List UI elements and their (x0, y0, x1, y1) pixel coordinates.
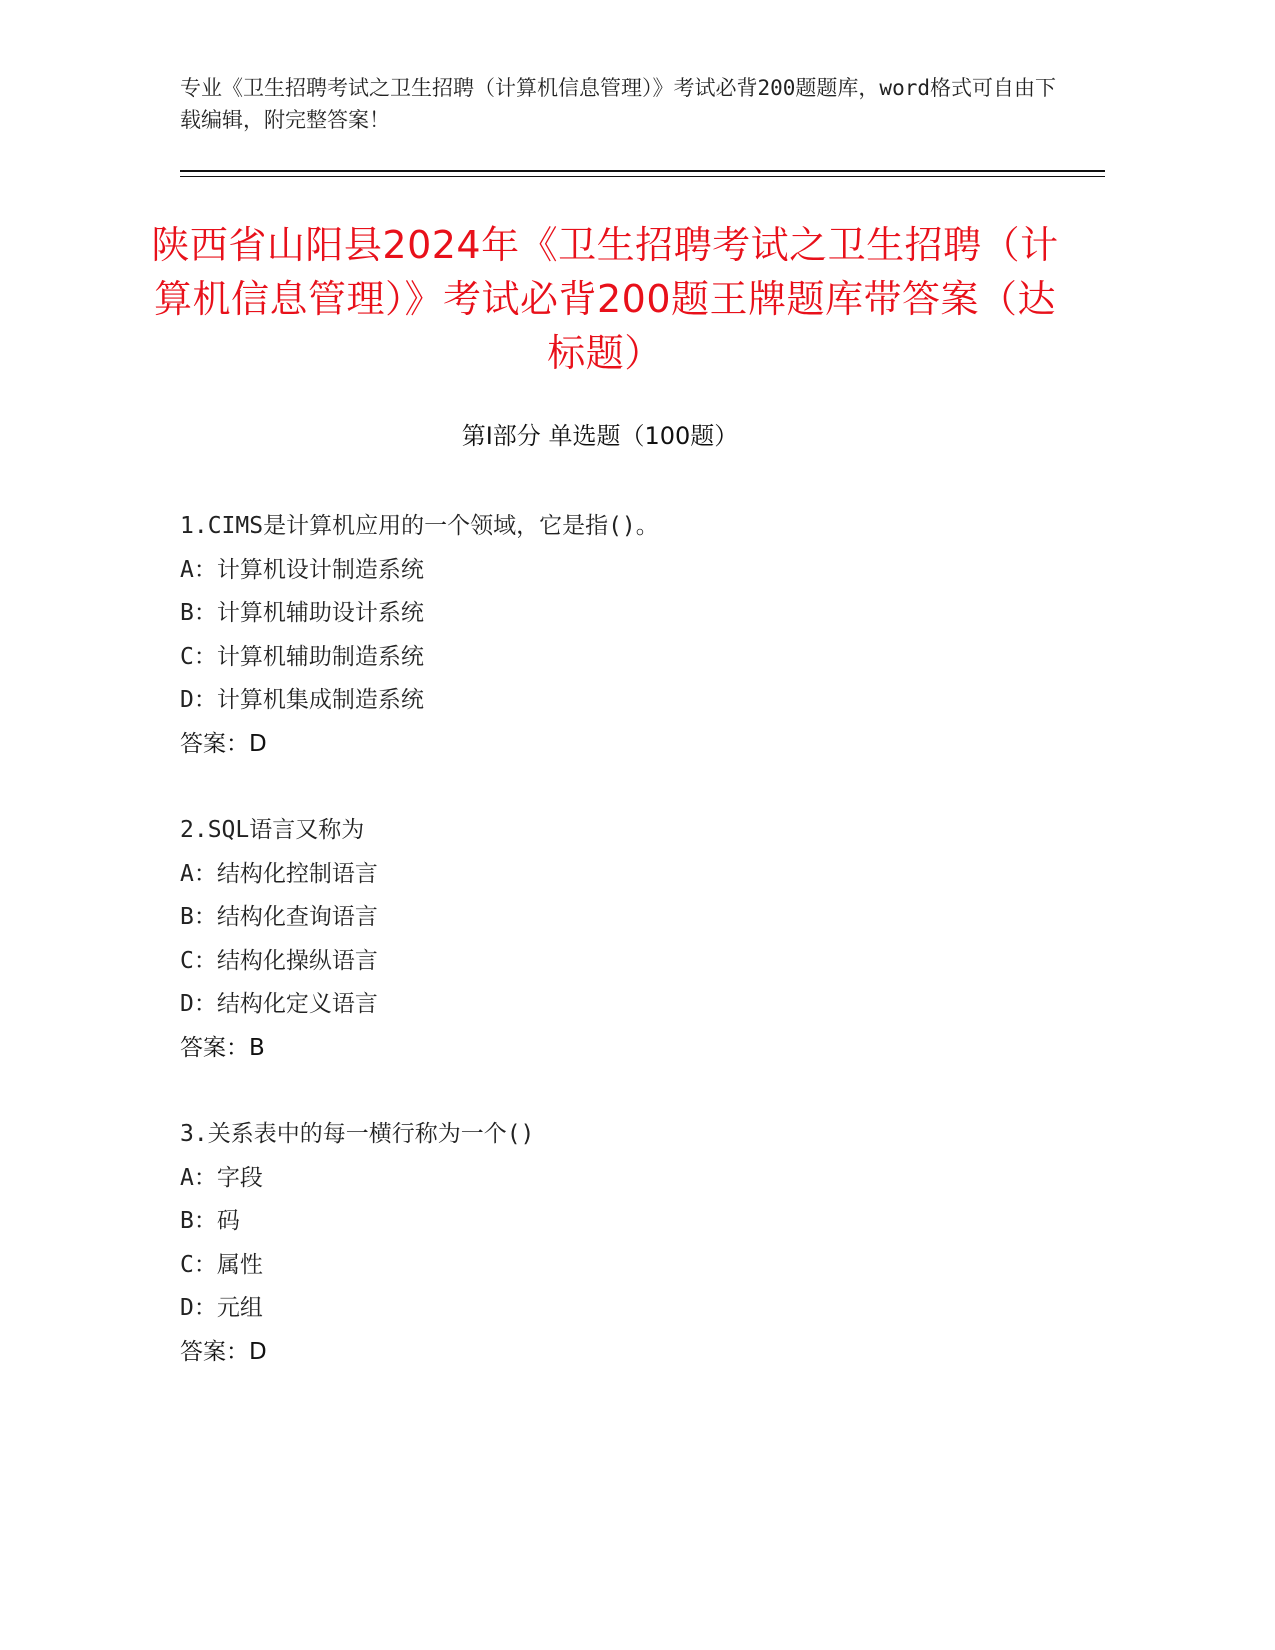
header-note: 专业《卫生招聘考试之卫生招聘（计算机信息管理）》考试必背200题题库，word格式可自由下载编辑，附完整答案！ (180, 76, 1056, 132)
answer-line: 答案：D (180, 730, 267, 757)
question-3 (180, 1113, 1080, 1374)
option-b: B：计算机辅助设计系统 (180, 600, 424, 626)
question-stem: 1.CIMS是计算机应用的一个领域，它是指()。 (180, 513, 659, 539)
question-stem: 2.SQL语言又称为 (180, 817, 365, 843)
option-d: D：计算机集成制造系统 (180, 687, 424, 713)
question-2 (180, 809, 1080, 1070)
question-1 (180, 505, 1080, 766)
option-d: D：结构化定义语言 (180, 991, 378, 1017)
option-c: C：属性 (180, 1251, 263, 1278)
document-title: 陕西省山阳县2024年《卫生招聘考试之卫生招聘（计算机信息管理）》考试必背200题王牌题库带答案（达标题） (151, 223, 1059, 375)
question-stem: 3.关系表中的每一横行称为一个() (180, 1121, 535, 1147)
answer-line: 答案：B (180, 1034, 265, 1061)
option-b: B：码 (180, 1208, 240, 1234)
option-c: C：结构化操纵语言 (180, 947, 378, 974)
header-divider-thin (180, 176, 1105, 177)
option-b: B：结构化查询语言 (180, 904, 378, 930)
header-divider-thick (180, 170, 1105, 172)
option-a: A：结构化控制语言 (180, 860, 378, 887)
section-title: 第Ⅰ部分 单选题（100题） (461, 422, 739, 450)
option-a: A：计算机设计制造系统 (180, 556, 424, 583)
option-d: D：元组 (180, 1295, 263, 1321)
answer-line: 答案：D (180, 1338, 267, 1365)
option-c: C：计算机辅助制造系统 (180, 643, 424, 670)
question-list (180, 505, 1080, 1417)
option-a: A：字段 (180, 1164, 263, 1191)
